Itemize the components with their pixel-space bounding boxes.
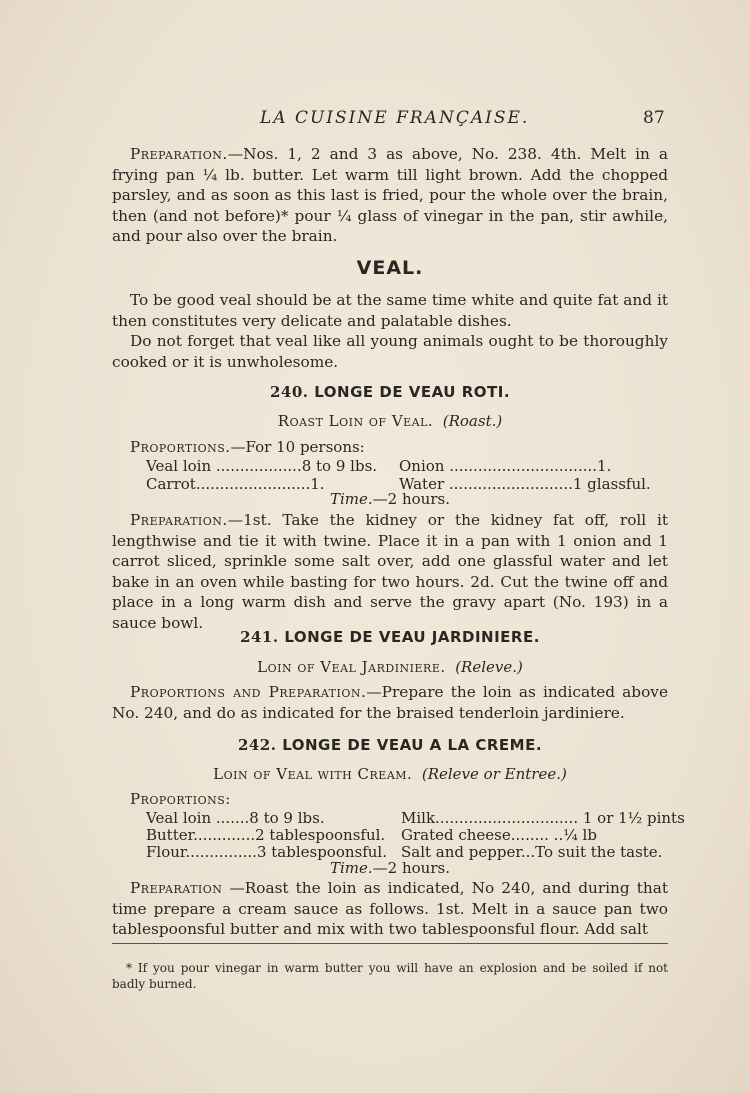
brain-preparation-paragraph: [112, 144, 668, 247]
recipe-title-text: LONGE DE VEAU A LA CREME.: [282, 736, 543, 754]
ingredient-item: Butter.............2 tablespoonsful.: [146, 826, 386, 844]
recipe-241-subtitle: [112, 658, 668, 676]
recipe-240-preparation: [112, 510, 668, 633]
recipe-title-text: LONGE DE VEAU JARDINIERE.: [284, 628, 540, 646]
preparation-lead: Preparation.: [130, 145, 228, 163]
recipe-240-title: [112, 383, 668, 401]
ingredient-item: Grated cheese........ ..¼ lb: [401, 826, 597, 844]
subtitle-note: (Roast.): [442, 412, 503, 430]
veal-intro: [112, 290, 668, 372]
ingredient-item: Onion ...............................1.: [399, 457, 612, 475]
preparation-text: —Nos. 1, 2 and 3 as above, No. 238. 4th. Melt in a frying pan ¼ lb. butter. Let warm till light brown. Add the chopped parsley, and as soon as this last is fried, pour the whole over the brain, then (and not before)* pour ¼ glass of vinegar in the pan, stir awhile, and pour also over the brain.: [112, 145, 668, 245]
recipe-241-text: —Prepare the loin as indicated above No. 240, and do as indicated for the braised tenderloin jardiniere.: [112, 683, 668, 722]
ingredient-item: Veal loin .......8 to 9 lbs.: [146, 809, 325, 827]
recipe-242-time: [330, 859, 450, 877]
section-heading-veal: VEAL.: [356, 257, 424, 279]
ingredient-item: Milk.............................. 1 or 1½ pints: [401, 809, 685, 827]
intro-paragraph-1: To be good veal should be at the same time white and quite fat and it then constitutes very delicate and palatable dishes.: [112, 291, 668, 330]
page-header: [0, 108, 750, 132]
proportions-label: Proportions:: [130, 790, 231, 808]
ingredient-item: Salt and pepper...To suit the taste.: [401, 843, 663, 861]
footnote-text: * If you pour vinegar in warm butter you will have an explosion and be soiled if not badly burned.: [112, 961, 668, 991]
preparation-lead: Preparation.: [130, 511, 228, 529]
ingredient-item: Veal loin ..................8 to 9 lbs.: [146, 457, 378, 475]
proportions-label: Proportions.: [130, 438, 231, 456]
ingredient-item: Carrot........................1.: [146, 475, 325, 493]
recipe-240-proportions-label: [130, 438, 365, 456]
recipe-number: 240.: [269, 383, 309, 401]
time-label: Time.: [330, 859, 373, 877]
proportions-text: —For 10 persons:: [230, 438, 365, 456]
proportions-preparation-lead: Proportions and Preparation.: [130, 683, 367, 701]
subtitle-text: Loin of Veal with Cream.: [213, 765, 413, 783]
recipe-number: 241.: [240, 628, 279, 646]
recipe-241-body: [112, 682, 668, 723]
time-label: Time.: [330, 490, 373, 508]
preparation-text: —1st. Take the kidney or the kidney fat off, roll it lengthwise and tie it with twine. Place it in a pan with 1 onion and 1 carrot sliced, sprinkle some salt over, add one glassful water and let bake in an oven while basting for two hours. 2d. Cut the twine off and place in a long warm dish and serve the gravy apart (No. 193) in a sauce bowl.: [112, 511, 668, 632]
recipe-240-subtitle: [112, 412, 668, 430]
running-title: LA CUISINE FRANÇAISE.: [260, 108, 530, 128]
footnote-divider: [112, 943, 668, 944]
preparation-lead: Preparation: [130, 879, 223, 897]
time-value: —2 hours.: [372, 859, 450, 877]
recipe-241-title: [112, 628, 668, 646]
subtitle-note: (Releve or Entree.): [421, 765, 567, 783]
preparation-text: —Roast the loin as indicated, No 240, and during that time prepare a cream sauce as follows. 1st. Melt in a sauce pan two tablespoonsful butter and mix with two tablespoonsful flour. Add salt: [112, 879, 668, 938]
ingredient-item: Water ..........................1 glassful.: [399, 475, 651, 493]
recipe-242-subtitle: [112, 765, 668, 783]
subtitle-note: (Releve.): [455, 658, 523, 676]
recipe-242-title: [112, 736, 668, 754]
subtitle-text: Loin of Veal Jardiniere.: [257, 658, 446, 676]
subtitle-text: Roast Loin of Veal.: [277, 412, 434, 430]
ingredient-item: Flour...............3 tablespoonsful.: [146, 843, 387, 861]
intro-paragraph-2: Do not forget that veal like all young animals ought to be thoroughly cooked or it is unwholesome.: [112, 332, 668, 371]
recipe-242-preparation: [112, 878, 668, 940]
time-value: —2 hours.: [372, 490, 450, 508]
footnote: [112, 948, 668, 1004]
recipe-title-text: LONGE DE VEAU ROTI.: [314, 383, 511, 401]
recipe-number: 242.: [237, 736, 277, 754]
page-number: 87: [643, 108, 665, 128]
recipe-242-proportions-label: [130, 790, 231, 808]
recipe-240-time: [330, 490, 450, 508]
